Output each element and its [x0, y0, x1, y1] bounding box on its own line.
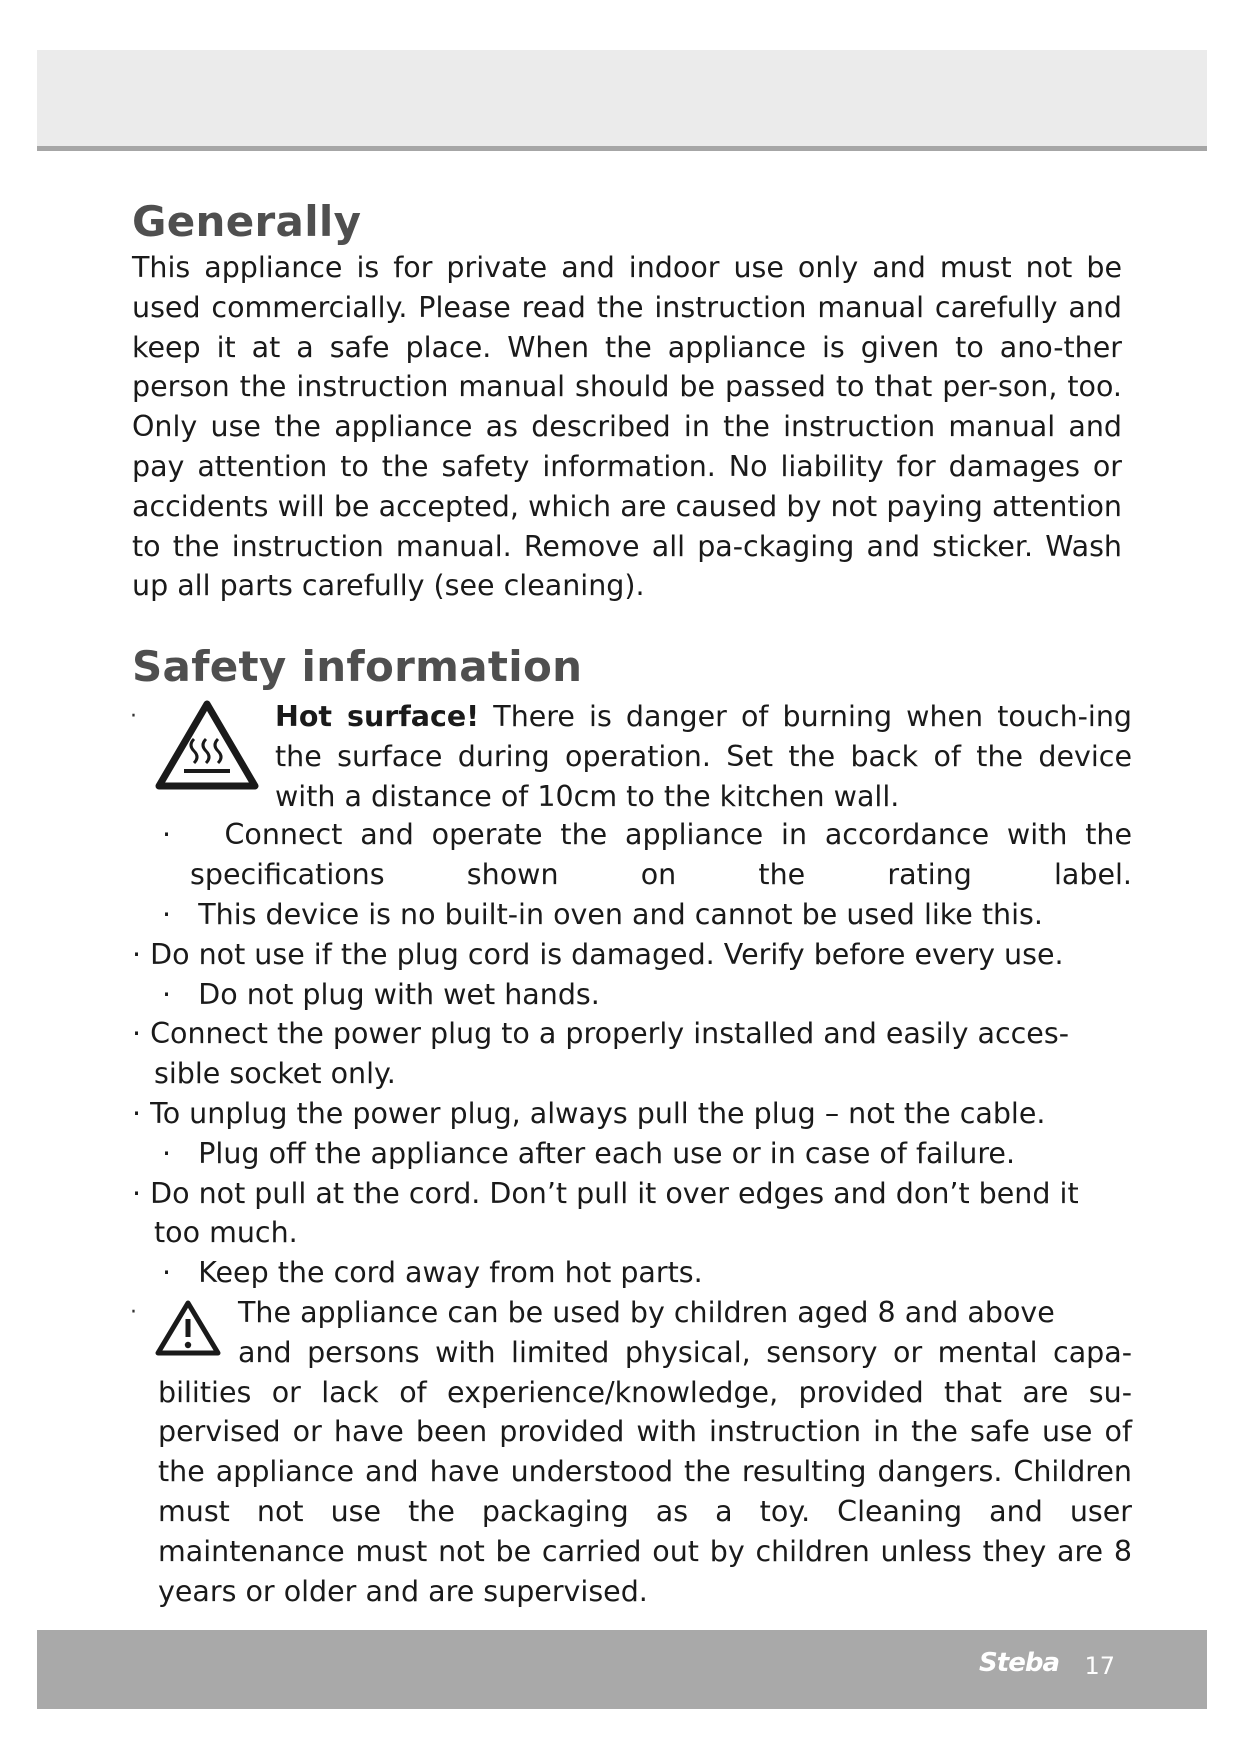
bullet: · [162, 818, 172, 852]
safety-item [132, 895, 1132, 935]
safety-item-text: Do not pull at the cord. Don’t pull it over edges and don’t bend it too much. [150, 1176, 1079, 1250]
safety-item [132, 935, 1132, 975]
safety-item-text: This device is no built-in oven and cannot be used like this. [198, 897, 1043, 931]
safety-item-text: Do not plug with wet hands. [198, 977, 600, 1011]
safety-item-text: Plug off the appliance after each use or in case of failure. [198, 1136, 1016, 1170]
children-warning [132, 1293, 1132, 1611]
hot-surface-warning [132, 697, 1132, 816]
bullet: · [132, 1176, 142, 1210]
section-title-safety: Safety information [132, 642, 583, 691]
bullet: · [162, 897, 172, 931]
children-warning-first-line: The appliance can be used by children aged 8 and above [238, 1295, 1055, 1329]
bullet: · [162, 1256, 172, 1290]
safety-item [132, 975, 1132, 1015]
safety-item [132, 1014, 1132, 1094]
bullet: · [130, 704, 137, 729]
hot-surface-description: There is danger of burning when touch-ing the surface during operation. Set the back of the device with a distance of 10cm to the kitchen wall. [275, 700, 1132, 813]
bullet: · [132, 937, 142, 971]
safety-item-text: Do not use if the plug cord is damaged. Verify before every use. [150, 937, 1064, 971]
safety-item [132, 1094, 1132, 1134]
hot-surface-text [275, 697, 1132, 816]
footer-band [37, 1630, 1207, 1709]
children-warning-body: and persons with limited physical, sensory or mental capa-bilities or lack of experience/knowledge, provided that are su-pervised or have been provided with instruction in the safe use of the appliance and have understood the resulting dangers. Children must not use the packaging as a toy. Cleaning and user maintenance must not be carried out by children unless they are 8 years or older and are supervised. [158, 1335, 1132, 1608]
safety-item-text: Connect and operate the appliance in accordance with the specifications shown on the rating label. [190, 818, 1132, 892]
bullet: · [162, 1136, 172, 1170]
safety-item [132, 1134, 1132, 1174]
hot-surface-label: Hot surface! [275, 700, 480, 733]
bullet: · [132, 1017, 142, 1051]
bullet: · [132, 1096, 142, 1130]
safety-item [132, 1174, 1132, 1254]
bullet: · [130, 1299, 137, 1325]
warning-icon [154, 1299, 222, 1368]
safety-section [132, 641, 1132, 1611]
safety-item-text: To unplug the power plug, always pull the plug – not the cable. [150, 1096, 1046, 1130]
safety-item [132, 815, 1132, 895]
page-content [130, 196, 1132, 1608]
safety-item-text: Keep the cord away from hot parts. [198, 1256, 703, 1290]
bullet: · [162, 977, 172, 1011]
hot-surface-icon [154, 699, 260, 802]
header-band [37, 50, 1207, 151]
section-title-generally: Generally [132, 197, 362, 246]
generally-paragraph: This appliance is for private and indoor use only and must not be used commercially. Please read the instruction manual carefully and keep it at a safe place. When the appliance is given to ano-ther person the instruction manual should be passed to that per-son, too. Only use the appliance as described in the instruction manual and pay attention to the safety information. No liability for damages or accidents will be accepted, which are caused by not paying attention to the instruction manual. Remove all pa-ckaging and sticker. Wash up all parts carefully (see cleaning). [132, 251, 1122, 603]
children-warning-text [132, 1333, 1132, 1612]
safety-item [132, 1253, 1132, 1293]
safety-item-text: Connect the power plug to a properly installed and easily acces-sible socket only. [150, 1017, 1069, 1091]
steba-logo: Steba [979, 1648, 1059, 1678]
page-number: 17 [1084, 1652, 1115, 1680]
